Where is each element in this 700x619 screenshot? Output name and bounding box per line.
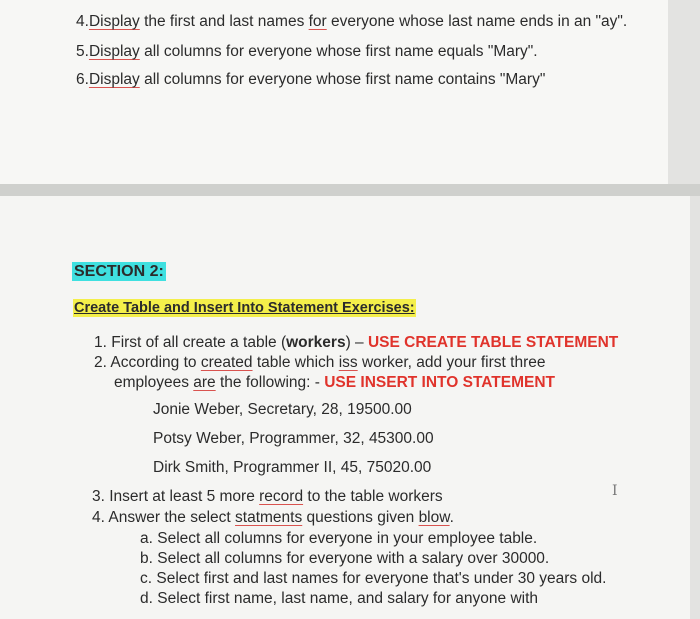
item-word: statments — [235, 509, 303, 526]
item-word: iss — [338, 354, 358, 371]
item-text: to the table workers — [303, 488, 443, 505]
item-text: all columns for everyone whose first name contains "Mary" — [139, 71, 546, 88]
item-bold: workers — [286, 334, 346, 351]
item-instruction: USE CREATE TABLE STATEMENT — [367, 334, 619, 351]
sub-question-d: d. Select first name, last name, and salary for anyone with — [140, 590, 539, 607]
item-text: everyone whose last name ends in an "ay". — [326, 13, 628, 30]
item-word: blow — [418, 509, 450, 526]
item-instruction: USE INSERT INTO STATEMENT — [324, 374, 556, 391]
employee-row: Jonie Weber, Secretary, 28, 19500.00 — [153, 401, 412, 418]
item-word: created — [200, 354, 253, 371]
item-verb: Display — [88, 43, 140, 60]
item-text: 1. First of all create a table ( — [94, 334, 287, 351]
exercise-1 — [94, 334, 618, 352]
question-4 — [76, 13, 627, 31]
page-break — [0, 184, 700, 196]
section-heading — [72, 263, 166, 281]
section-subheading — [73, 300, 416, 316]
item-text: ) – — [345, 334, 368, 351]
item-verb: Display — [88, 71, 140, 88]
sub-question-c: c. Select first and last names for everyone that's under 30 years old. — [140, 570, 607, 587]
document-page-top — [0, 0, 668, 184]
exercise-3 — [92, 488, 443, 506]
question-5 — [76, 43, 538, 61]
item-text: employees — [114, 374, 194, 391]
item-number: 6. — [76, 71, 89, 88]
item-text: table which — [252, 354, 339, 371]
employee-row: Potsy Weber, Programmer, 32, 45300.00 — [153, 430, 434, 447]
item-text: 2. According to — [94, 354, 201, 371]
item-text: 4. Answer the select — [92, 509, 236, 526]
item-text: the first and last names — [139, 13, 309, 30]
item-number: 4. — [76, 13, 89, 30]
section-title: SECTION 2: — [74, 263, 164, 280]
item-verb: Display — [88, 13, 140, 30]
item-text: all columns for everyone whose first name equals "Mary". — [139, 43, 538, 60]
item-text: questions given — [302, 509, 419, 526]
exercise-2-continued — [114, 374, 555, 392]
item-text: worker, add your first three — [357, 354, 546, 371]
question-6 — [76, 71, 545, 89]
item-word: for — [308, 13, 327, 30]
item-text: the following: - — [215, 374, 325, 391]
text-cursor-icon: I — [612, 483, 618, 499]
employee-row: Dirk Smith, Programmer II, 45, 75020.00 — [153, 459, 432, 476]
exercise-4 — [92, 509, 454, 527]
item-text: 3. Insert at least 5 more — [92, 488, 260, 505]
item-word: are — [193, 374, 216, 391]
subheading-text: Create Table and Insert Into Statement Exercises: — [74, 300, 415, 316]
item-word: record — [259, 488, 304, 505]
item-number: 5. — [76, 43, 89, 60]
sub-question-a: a. Select all columns for everyone in your employee table. — [140, 530, 538, 547]
sub-question-b: b. Select all columns for everyone with a salary over 30000. — [140, 550, 550, 567]
exercise-2 — [94, 354, 545, 372]
item-text: . — [449, 509, 454, 526]
